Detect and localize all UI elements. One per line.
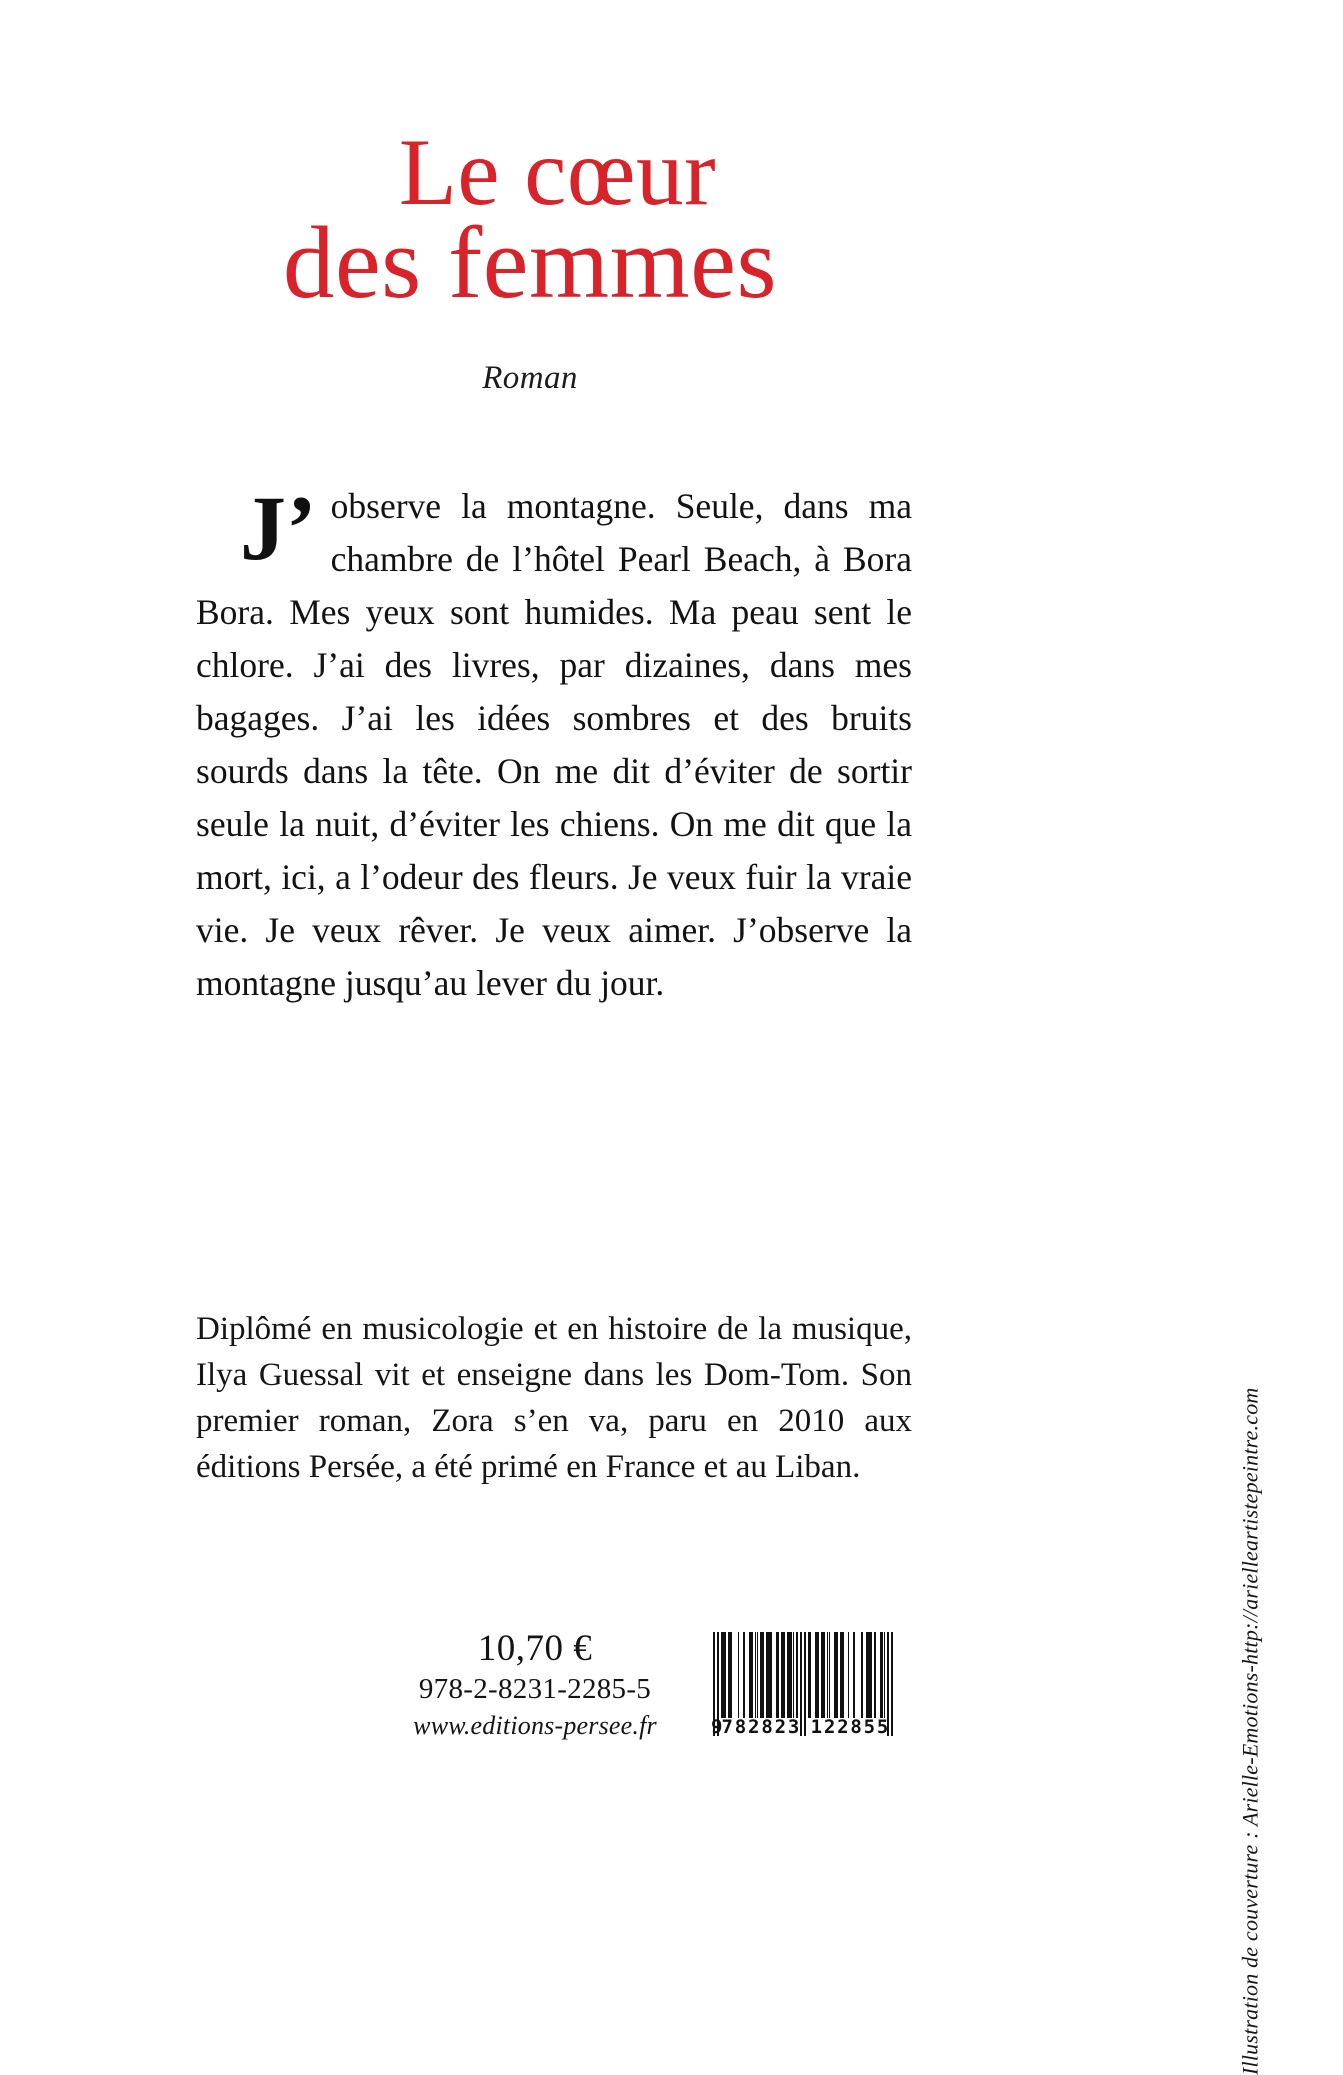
- barcode-digit: 1: [811, 1716, 823, 1738]
- excerpt-body-text: observe la montagne. Seule, dans ma chambre de l’hôtel Pearl Beach, à Bora Bora. Mes yeux sont humides. Ma peau sent le chlore. J’ai des livres, par dizaines, dans mes bagages. J’ai les idées sombres et des bruits sourds dans la tête. On me dit d’éviter de sortir seule la nuit, d’éviter les chiens. On me dit que la mort, ici, a l’odeur des fleurs. Je veux fuir la vraie vie. Je veux rêver. Je veux aimer. J’observe la montagne jusqu’au lever du jour.: [196, 486, 912, 1003]
- drop-cap: J’: [196, 480, 331, 562]
- cover-illustration-credit: Illustration de couverture : Arielle-Emotions-http://arielleartistepeintre.com: [1237, 1388, 1263, 2075]
- barcode-digit: 8: [850, 1716, 862, 1738]
- barcode-digit: 2: [837, 1716, 849, 1738]
- barcode-bar: [874, 1632, 876, 1718]
- barcode-bar: [836, 1632, 838, 1718]
- barcode-bar: [823, 1632, 825, 1718]
- book-subtitle: Roman: [0, 360, 1060, 397]
- price-label: 10,70 €: [390, 1628, 680, 1670]
- barcode-digit: 8: [761, 1716, 773, 1738]
- barcode-bar: [783, 1632, 785, 1718]
- barcode-bar: [724, 1632, 726, 1718]
- barcode-bar: [796, 1632, 798, 1718]
- barcode-digit: 9: [711, 1716, 723, 1738]
- barcode-bar: [848, 1632, 850, 1718]
- isbn-label: 978-2-8231-2285-5: [390, 1670, 680, 1708]
- barcode-digits: [713, 1716, 893, 1742]
- barcode-bar: [817, 1632, 819, 1718]
- author-biography: Diplômé en musicologie et en histoire de la musique, Ilya Guessal vit et enseigne dans les Dom-Tom. Son premier roman, Zora s’en va, paru en 2010 aux éditions Persée, a été primé en France et au Liban.: [196, 1306, 912, 1490]
- ean13-barcode: [713, 1632, 893, 1752]
- barcode-bar: [810, 1632, 812, 1718]
- barcode-bar: [730, 1632, 732, 1718]
- barcode-digit: 2: [824, 1716, 836, 1738]
- barcode-bars: [713, 1632, 893, 1718]
- barcode-digit: 8: [735, 1716, 747, 1738]
- barcode-bar: [842, 1632, 844, 1718]
- title-line-first: Le cœur: [0, 128, 1060, 216]
- barcode-bar: [757, 1632, 759, 1718]
- barcode-digit: 2: [775, 1716, 787, 1738]
- barcode-digit: 2: [748, 1716, 760, 1738]
- barcode-bar: [793, 1632, 795, 1718]
- barcode-digit: 7: [722, 1716, 734, 1738]
- price-isbn-block: [390, 1628, 680, 1744]
- barcode-bar: [829, 1632, 831, 1718]
- barcode-digit: 5: [864, 1716, 876, 1738]
- barcode-bar: [853, 1632, 855, 1718]
- barcode-bar: [870, 1632, 872, 1718]
- barcode-digit: 3: [788, 1716, 800, 1738]
- barcode-bar: [762, 1632, 764, 1718]
- excerpt-paragraph: [196, 480, 912, 1010]
- publisher-website[interactable]: www.editions-persee.fr: [390, 1708, 680, 1744]
- barcode-bar: [770, 1632, 772, 1718]
- barcode-bar: [751, 1632, 753, 1718]
- barcode-digit: 5: [877, 1716, 889, 1738]
- barcode-bar: [884, 1632, 886, 1718]
- barcode-bar: [738, 1632, 740, 1718]
- footer-block: [0, 1628, 1343, 1798]
- barcode-bar: [861, 1632, 863, 1718]
- book-title: [0, 128, 1060, 312]
- title-line-second: des femmes: [0, 216, 1060, 312]
- barcode-bar: [743, 1632, 745, 1718]
- barcode-bar: [777, 1632, 779, 1718]
